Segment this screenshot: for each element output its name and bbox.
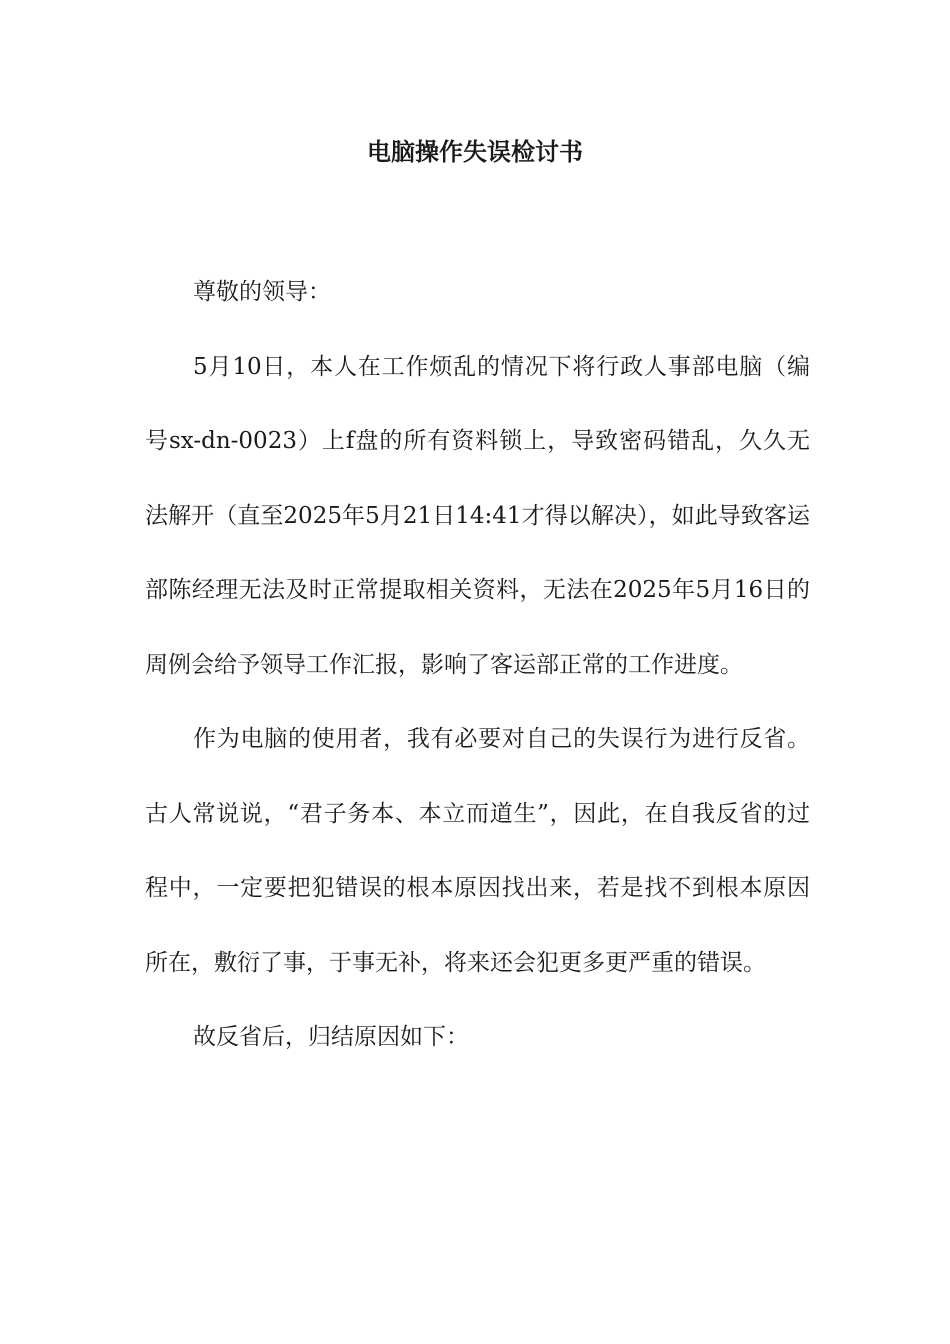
document-title: 电脑操作失误检讨书 <box>367 137 583 166</box>
paragraph-incident: 5月10日，本人在工作烦乱的情况下将行政人事部电脑（编号sx-dn-0023）上f盘的所有资料锁上，导致密码错乱，久久无法解开（直至2025年5月21日14:41才得以解决），如此导致客运部陈经理无法及时正常提取相关资料，无法在2025年5月16日的周例会给予领导工作汇报，影响了客运部正常的工作进度。 <box>145 353 810 678</box>
document-body <box>145 255 810 1075</box>
paragraph-reflection: 作为电脑的使用者，我有必要对自己的失误行为进行反省。古人常说说，“君子务本、本立而道生”，因此，在自我反省的过程中，一定要把犯错误的根本原因找出来，若是找不到根本原因所在，敷衍了事，于事无补，将来还会犯更多更严重的错误。 <box>145 726 810 976</box>
salutation: 尊敬的领导： <box>193 279 331 305</box>
paragraph-causes-intro: 故反省后，归结原因如下： <box>193 1024 469 1050</box>
